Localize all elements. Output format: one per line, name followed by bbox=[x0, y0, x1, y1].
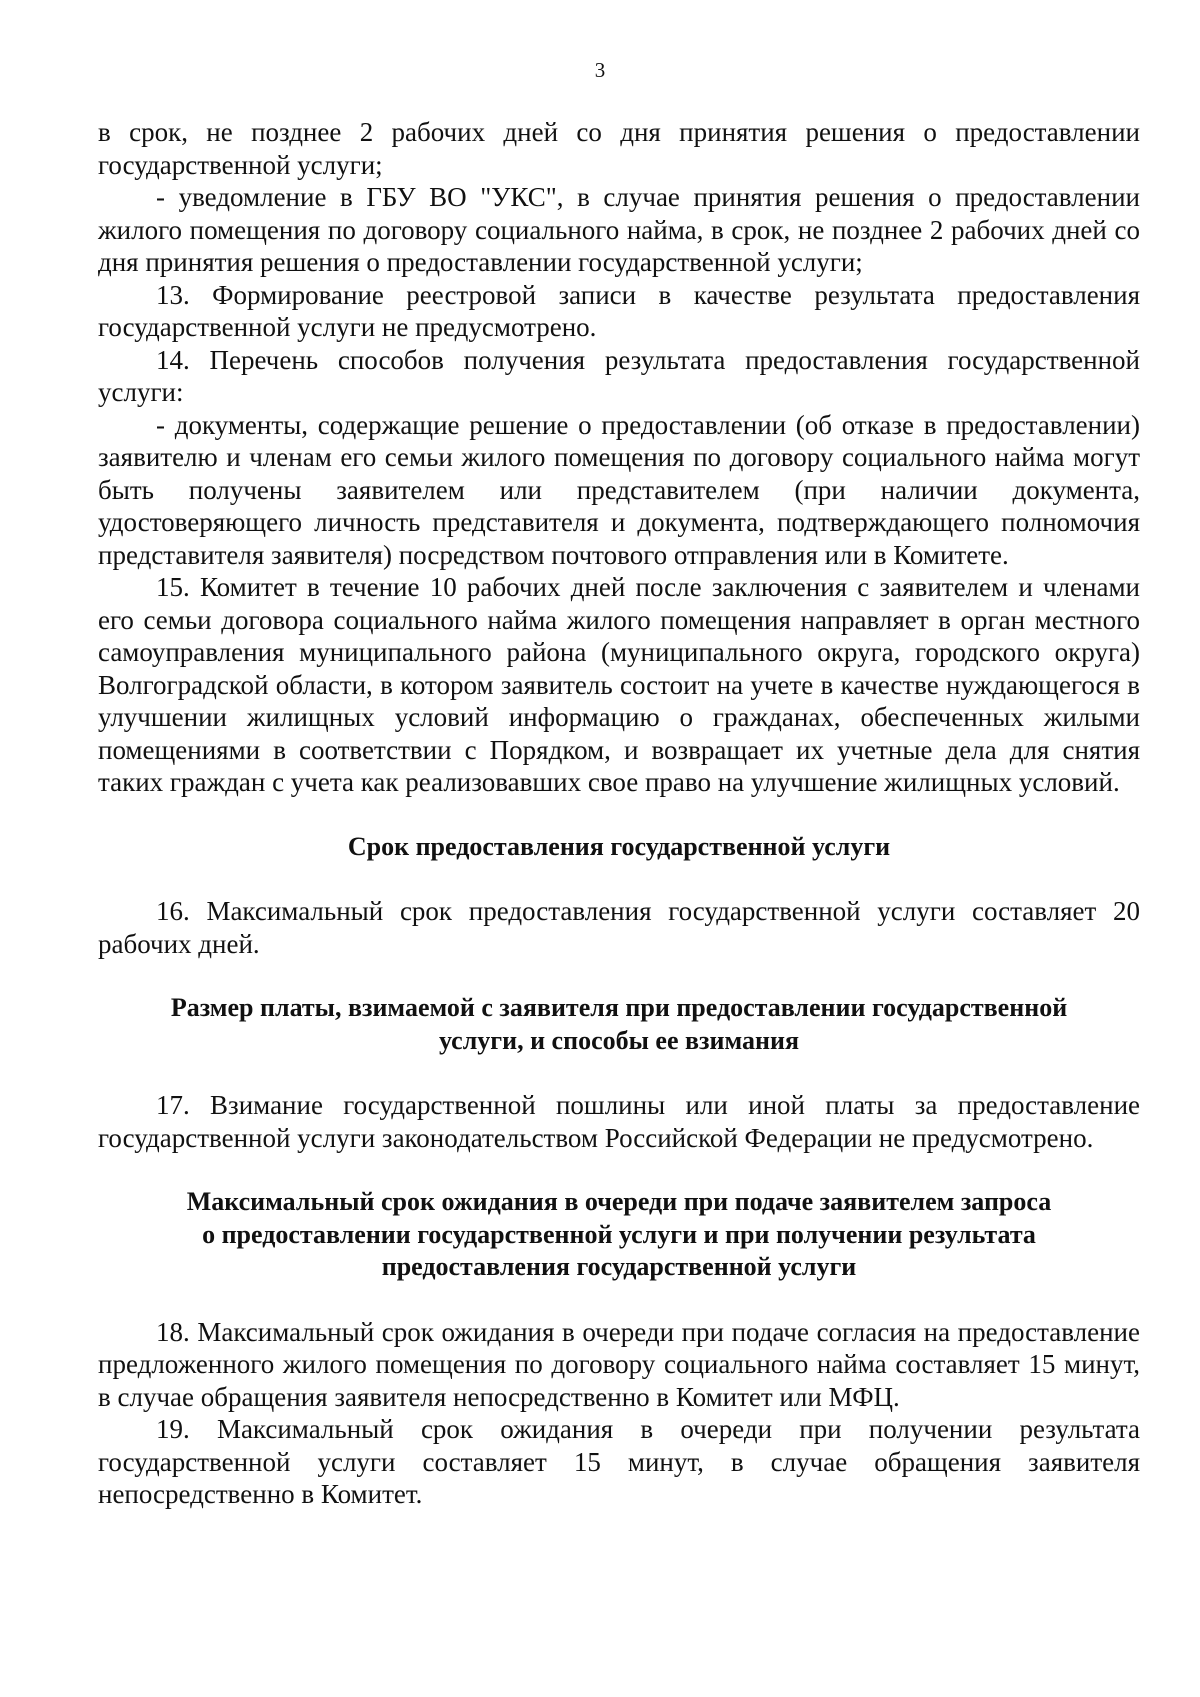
paragraph-14: 14. Перечень способов получения результата предоставления государственной услуги: bbox=[98, 344, 1140, 407]
heading-fee bbox=[98, 992, 1140, 1057]
heading-fee-line-2: услуги, и способы ее взимания bbox=[438, 1025, 800, 1055]
heading-queue-time bbox=[98, 1186, 1140, 1284]
heading-service-term bbox=[98, 831, 1140, 864]
heading-service-term-line: Срок предоставления государственной услуги bbox=[347, 831, 891, 861]
heading-queue-line-3: предоставления государственной услуги bbox=[381, 1252, 857, 1281]
page-number: 3 bbox=[594, 58, 606, 82]
heading-queue-line-2: о предоставлении государственной услуги и при получении результата bbox=[202, 1219, 1036, 1249]
paragraph-continuation: в срок, не позднее 2 рабочих дней со дня принятия решения о предоставлении государственной услуги; bbox=[98, 117, 1140, 180]
paragraph-13: 13. Формирование реестровой записи в качестве результата предоставления государственной услуги не предусмотрено. bbox=[98, 279, 1140, 342]
paragraph-18: 18. Максимальный срок ожидания в очереди при подаче согласия на предоставление предложенного жилого помещения по договору социального найма составляет 15 минут, в случае обращения заявителя непосредственно в Комитет или МФЦ. bbox=[98, 1316, 1140, 1412]
paragraph-notice-uks: - уведомление в ГБУ ВО "УКС", в случае принятия решения о предоставлении жилого помещения по договору социального найма, в срок, не позднее 2 рабочих дней со дня принятия решения о предоставлении государственной услуги; bbox=[98, 182, 1140, 277]
paragraph-15: 15. Комитет в течение 10 рабочих дней после заключения с заявителем и членами его семьи договора социального найма жилого помещения направляет в орган местного самоуправления муниципального района (муниципального округа, городского округа) Волгоградской области, в котором заявитель состоит на учете в качестве нуждающегося в улучшении жилищных условий информацию о гражданах, обеспеченных жилыми помещениями в соответствии с Порядком, и возвращает их учетные дела для снятия таких граждан с учета как реализовавших свое право на улучшение жилищных условий. bbox=[98, 572, 1140, 797]
document-body bbox=[98, 116, 1140, 1511]
paragraph-16: 16. Максимальный срок предоставления государственной услуги составляет 20 рабочих дней. bbox=[98, 896, 1140, 959]
paragraph-17: 17. Взимание государственной пошлины или иной платы за предоставление государственной услуги законодательством Российской Федерации не предусмотрено. bbox=[98, 1090, 1140, 1153]
heading-queue-line-1: Максимальный срок ожидания в очереди при подаче заявителем запроса bbox=[186, 1187, 1052, 1216]
heading-fee-line-1: Размер платы, взимаемой с заявителя при предоставлении государственной bbox=[170, 993, 1068, 1022]
paragraph-19: 19. Максимальный срок ожидания в очереди при получении результата государственной услуги составляет 15 минут, в случае обращения заявителя непосредственно в Комитет. bbox=[98, 1414, 1140, 1509]
paragraph-14-documents: - документы, содержащие решение о предоставлении (об отказе в предоставлении) заявителю и членам его семьи жилого помещения по договору социального найма могут быть получены заявителем или представителем (при наличии документа, удостоверяющего личность представителя и документа, подтверждающего полномочия представителя заявителя) посредством почтового отправления или в Комитете. bbox=[98, 409, 1140, 570]
